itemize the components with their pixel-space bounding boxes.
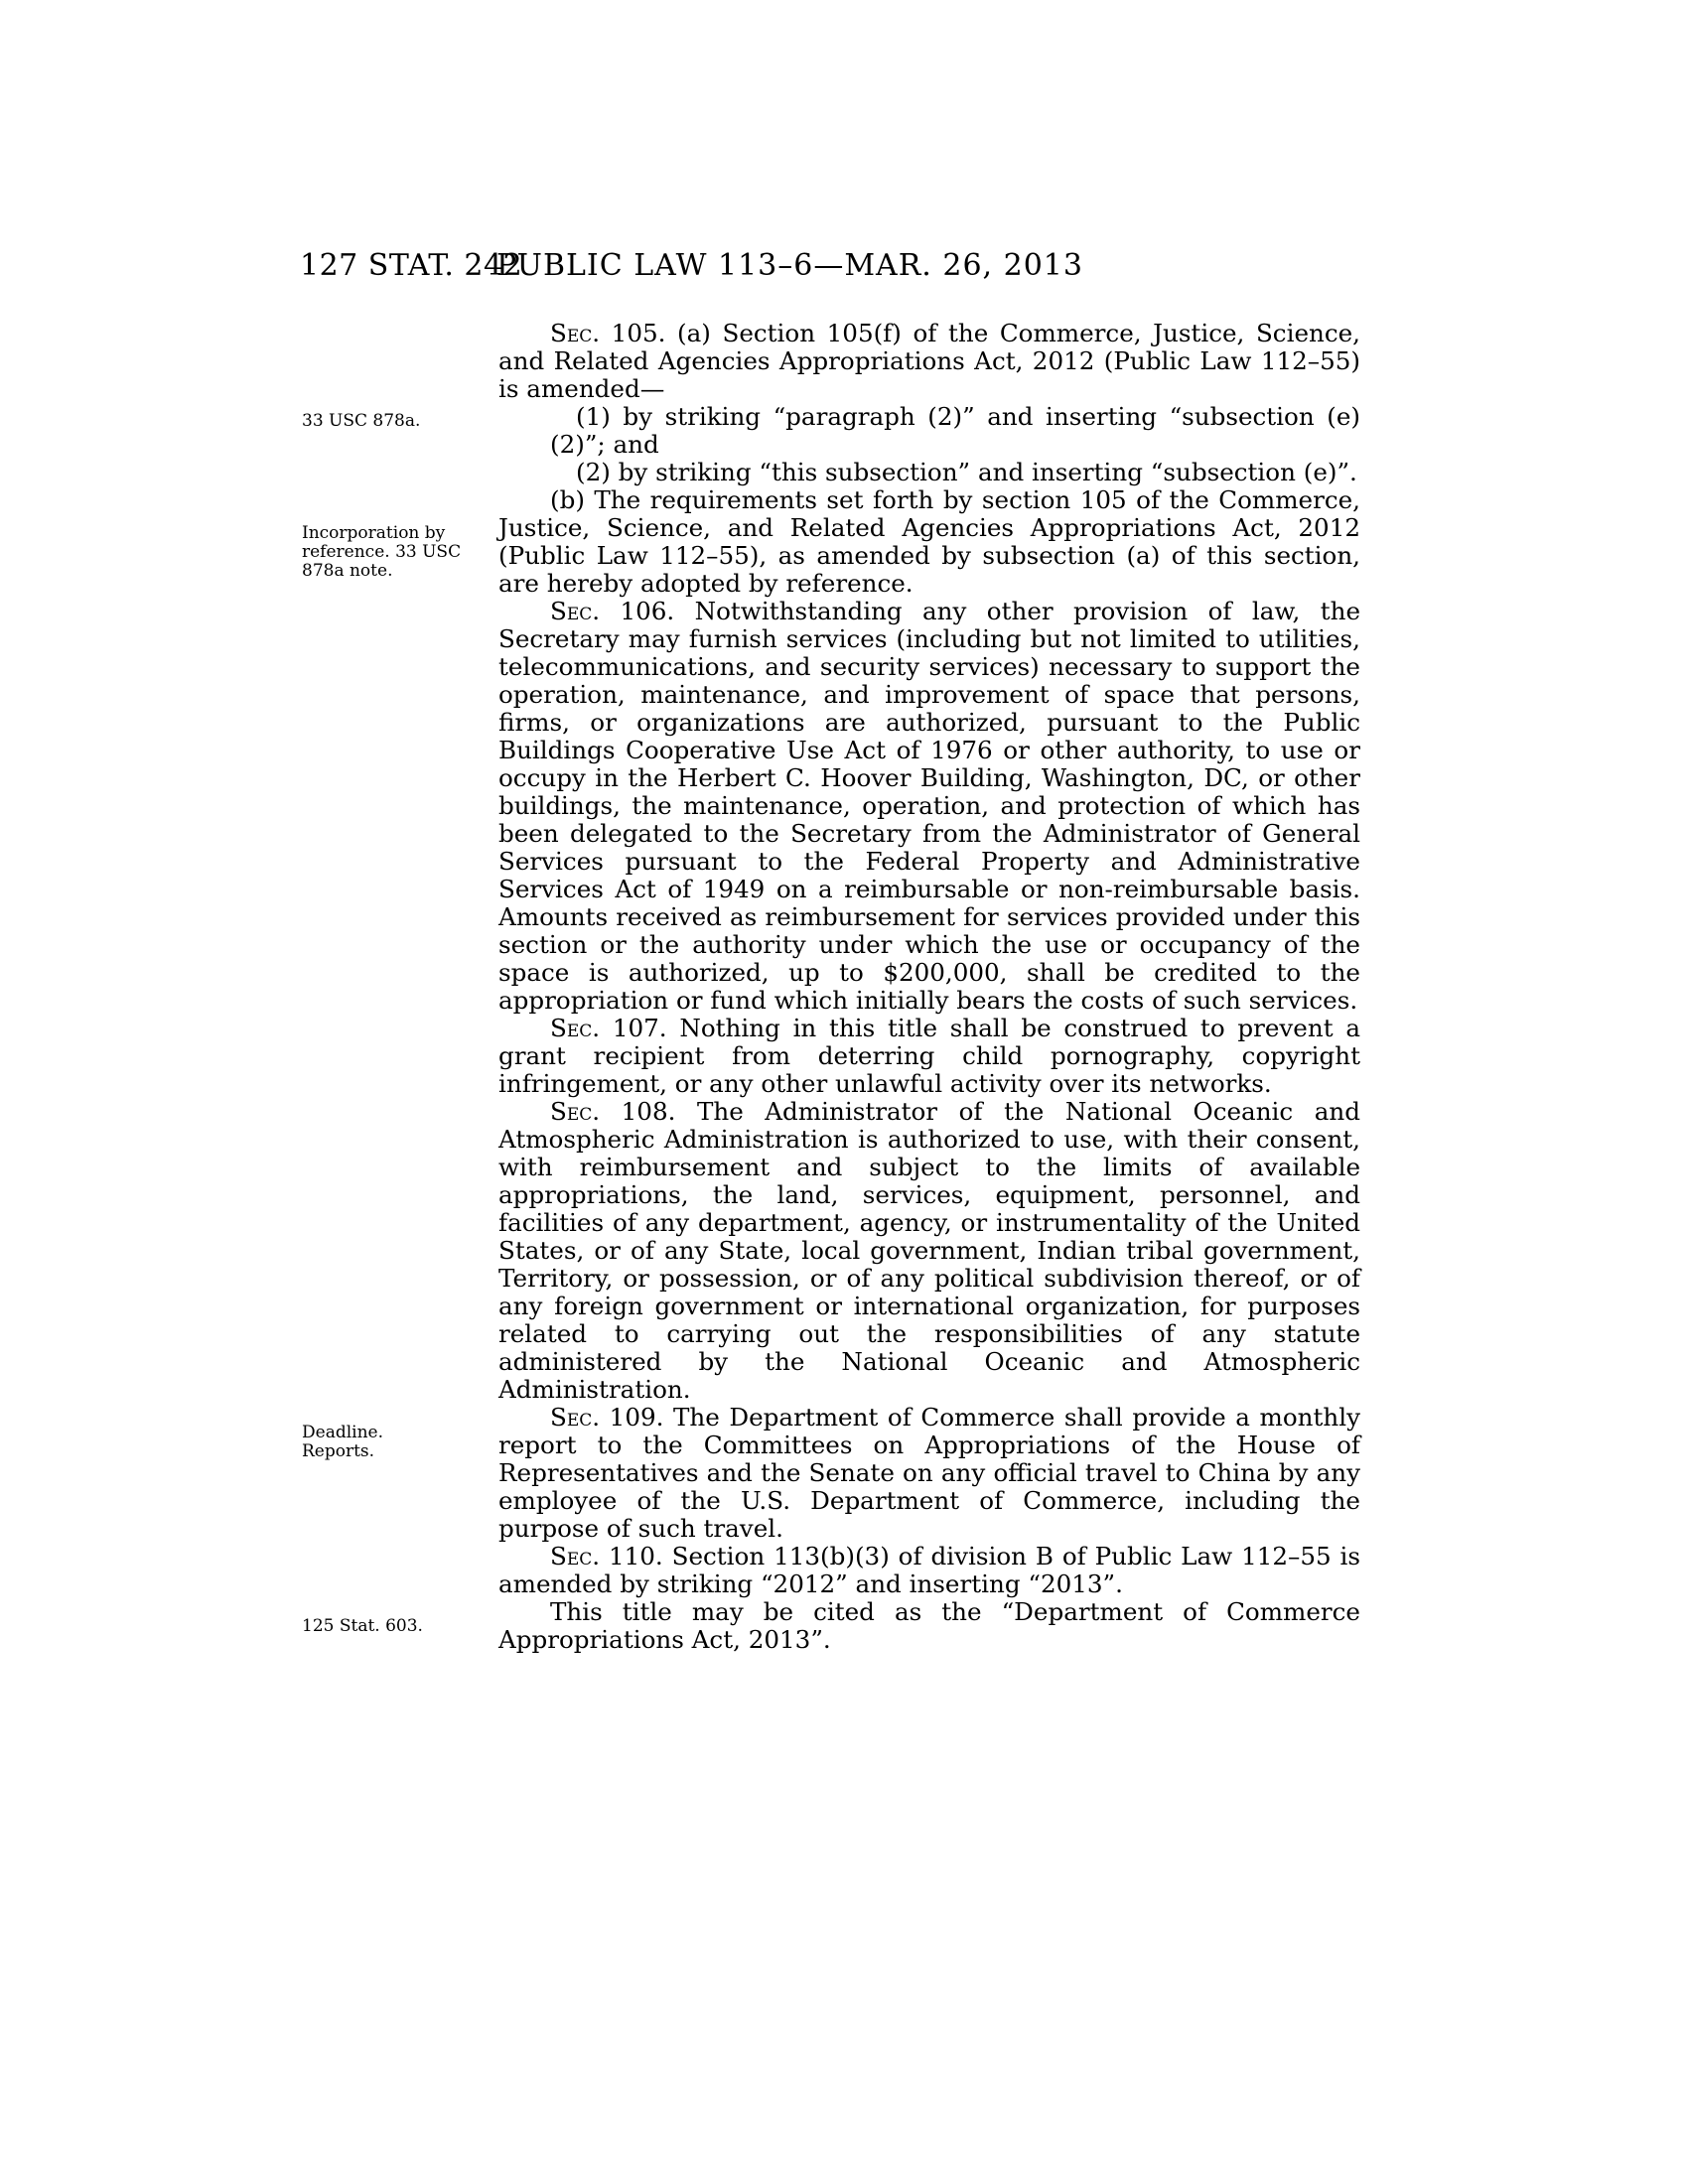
document-body bbox=[498, 320, 1360, 1654]
section-text: 107. Nothing in this title shall be construed to prevent a grant recipient from deterring child pornography, copyright infringement, or any other unlawful activity over its networks. bbox=[498, 1014, 1360, 1098]
section-label: Sec. bbox=[550, 1403, 601, 1432]
section-text: 109. The Department of Commerce shall provide a monthly report to the Committees on Appropriations of the House of Representatives and the Senate on any official travel to China by any employee of the U.S. Department of Commerce, including the purpose of such travel. bbox=[498, 1403, 1360, 1543]
section-label: Sec. bbox=[550, 1097, 601, 1126]
margin-note-incorporation: Incorporation by reference. 33 USC 878a note. bbox=[302, 523, 462, 581]
section-105-a-1 bbox=[550, 403, 1360, 459]
section-text: (b) The requirements set forth by section 105 of the Commerce, Justice, Science, and Related Agencies Appropriations Act, 2012 (Public Law 112–55), as amended by subsection (a) of this section, are hereby adopted by reference. bbox=[498, 485, 1360, 598]
section-text: 106. Notwithstanding any other provision of law, the Secretary may furnish services (including but not limited to utilities, telecommunications, and security services) necessary to support the operation, maintenance, and improvement of space that persons, firms, or organizations are authorized, pursuant to the Public Buildings Cooperative Use Act of 1976 or other authority, to use or occupy in the Herbert C. Hoover Building, Washington, DC, or other buildings, the maintenance, operation, and protection of which has been delegated to the Secretary from the Administrator of General Services pursuant to the Federal Property and Administrative Services Act of 1949 on a reimbursable or non-reimbursable basis. Amounts received as reimbursement for services provided under this section or the authority under which the use or occupancy of the space is authorized, up to $200,000, shall be credited to the appropriation or fund which initially bears the costs of such services. bbox=[498, 597, 1360, 1015]
section-label: Sec. bbox=[550, 1542, 601, 1570]
section-105-a-2 bbox=[550, 459, 1360, 486]
section-105-b bbox=[498, 486, 1360, 598]
law-title: PUBLIC LAW 113–6—MAR. 26, 2013 bbox=[496, 248, 1083, 283]
section-text: 105. (a) Section 105(f) of the Commerce, Justice, Science, and Related Agencies Appropriations Act, 2012 (Public Law 112–55) is amended— bbox=[498, 319, 1360, 403]
margin-note-usc-878a: 33 USC 878a. bbox=[302, 411, 421, 431]
section-106 bbox=[498, 598, 1360, 1015]
section-105-a bbox=[498, 320, 1360, 403]
section-107 bbox=[498, 1015, 1360, 1098]
stat-page-number: 127 STAT. 242 bbox=[300, 248, 523, 283]
section-text: This title may be cited as the “Department of Commerce Appropriations Act, 2013”. bbox=[498, 1597, 1360, 1654]
section-text: (1) by striking “paragraph (2)” and inserting “subsection (e)(2)”; and bbox=[550, 402, 1360, 459]
margin-note-125-stat: 125 Stat. 603. bbox=[302, 1616, 423, 1636]
section-text: 108. The Administrator of the National Oceanic and Atmospheric Administration is authorized to use, with their consent, with reimbursement and subject to the limits of available appropriations, the land, services, equipment, personnel, and facilities of any department, agency, or instrumentality of the United States, or of any State, local government, Indian tribal government, Territory, or possession, or of any political subdivision thereof, or of any foreign government or international organization, for purposes related to carrying out the responsibilities of any statute administered by the National Oceanic and Atmospheric Administration. bbox=[498, 1097, 1360, 1404]
section-110 bbox=[498, 1543, 1360, 1598]
section-108 bbox=[498, 1098, 1360, 1404]
page-header bbox=[0, 248, 1688, 288]
section-text: (2) by striking “this subsection” and inserting “subsection (e)”. bbox=[576, 458, 1357, 486]
section-label: Sec. bbox=[550, 1014, 601, 1042]
section-109 bbox=[498, 1404, 1360, 1543]
section-label: Sec. bbox=[550, 319, 601, 347]
section-text: 110. Section 113(b)(3) of division B of Public Law 112–55 is amended by striking “2012” and inserting “2013”. bbox=[498, 1542, 1360, 1598]
margin-note-deadline-reports: Deadline. Reports. bbox=[302, 1423, 383, 1461]
short-title-clause bbox=[498, 1598, 1360, 1654]
section-label: Sec. bbox=[550, 597, 601, 625]
